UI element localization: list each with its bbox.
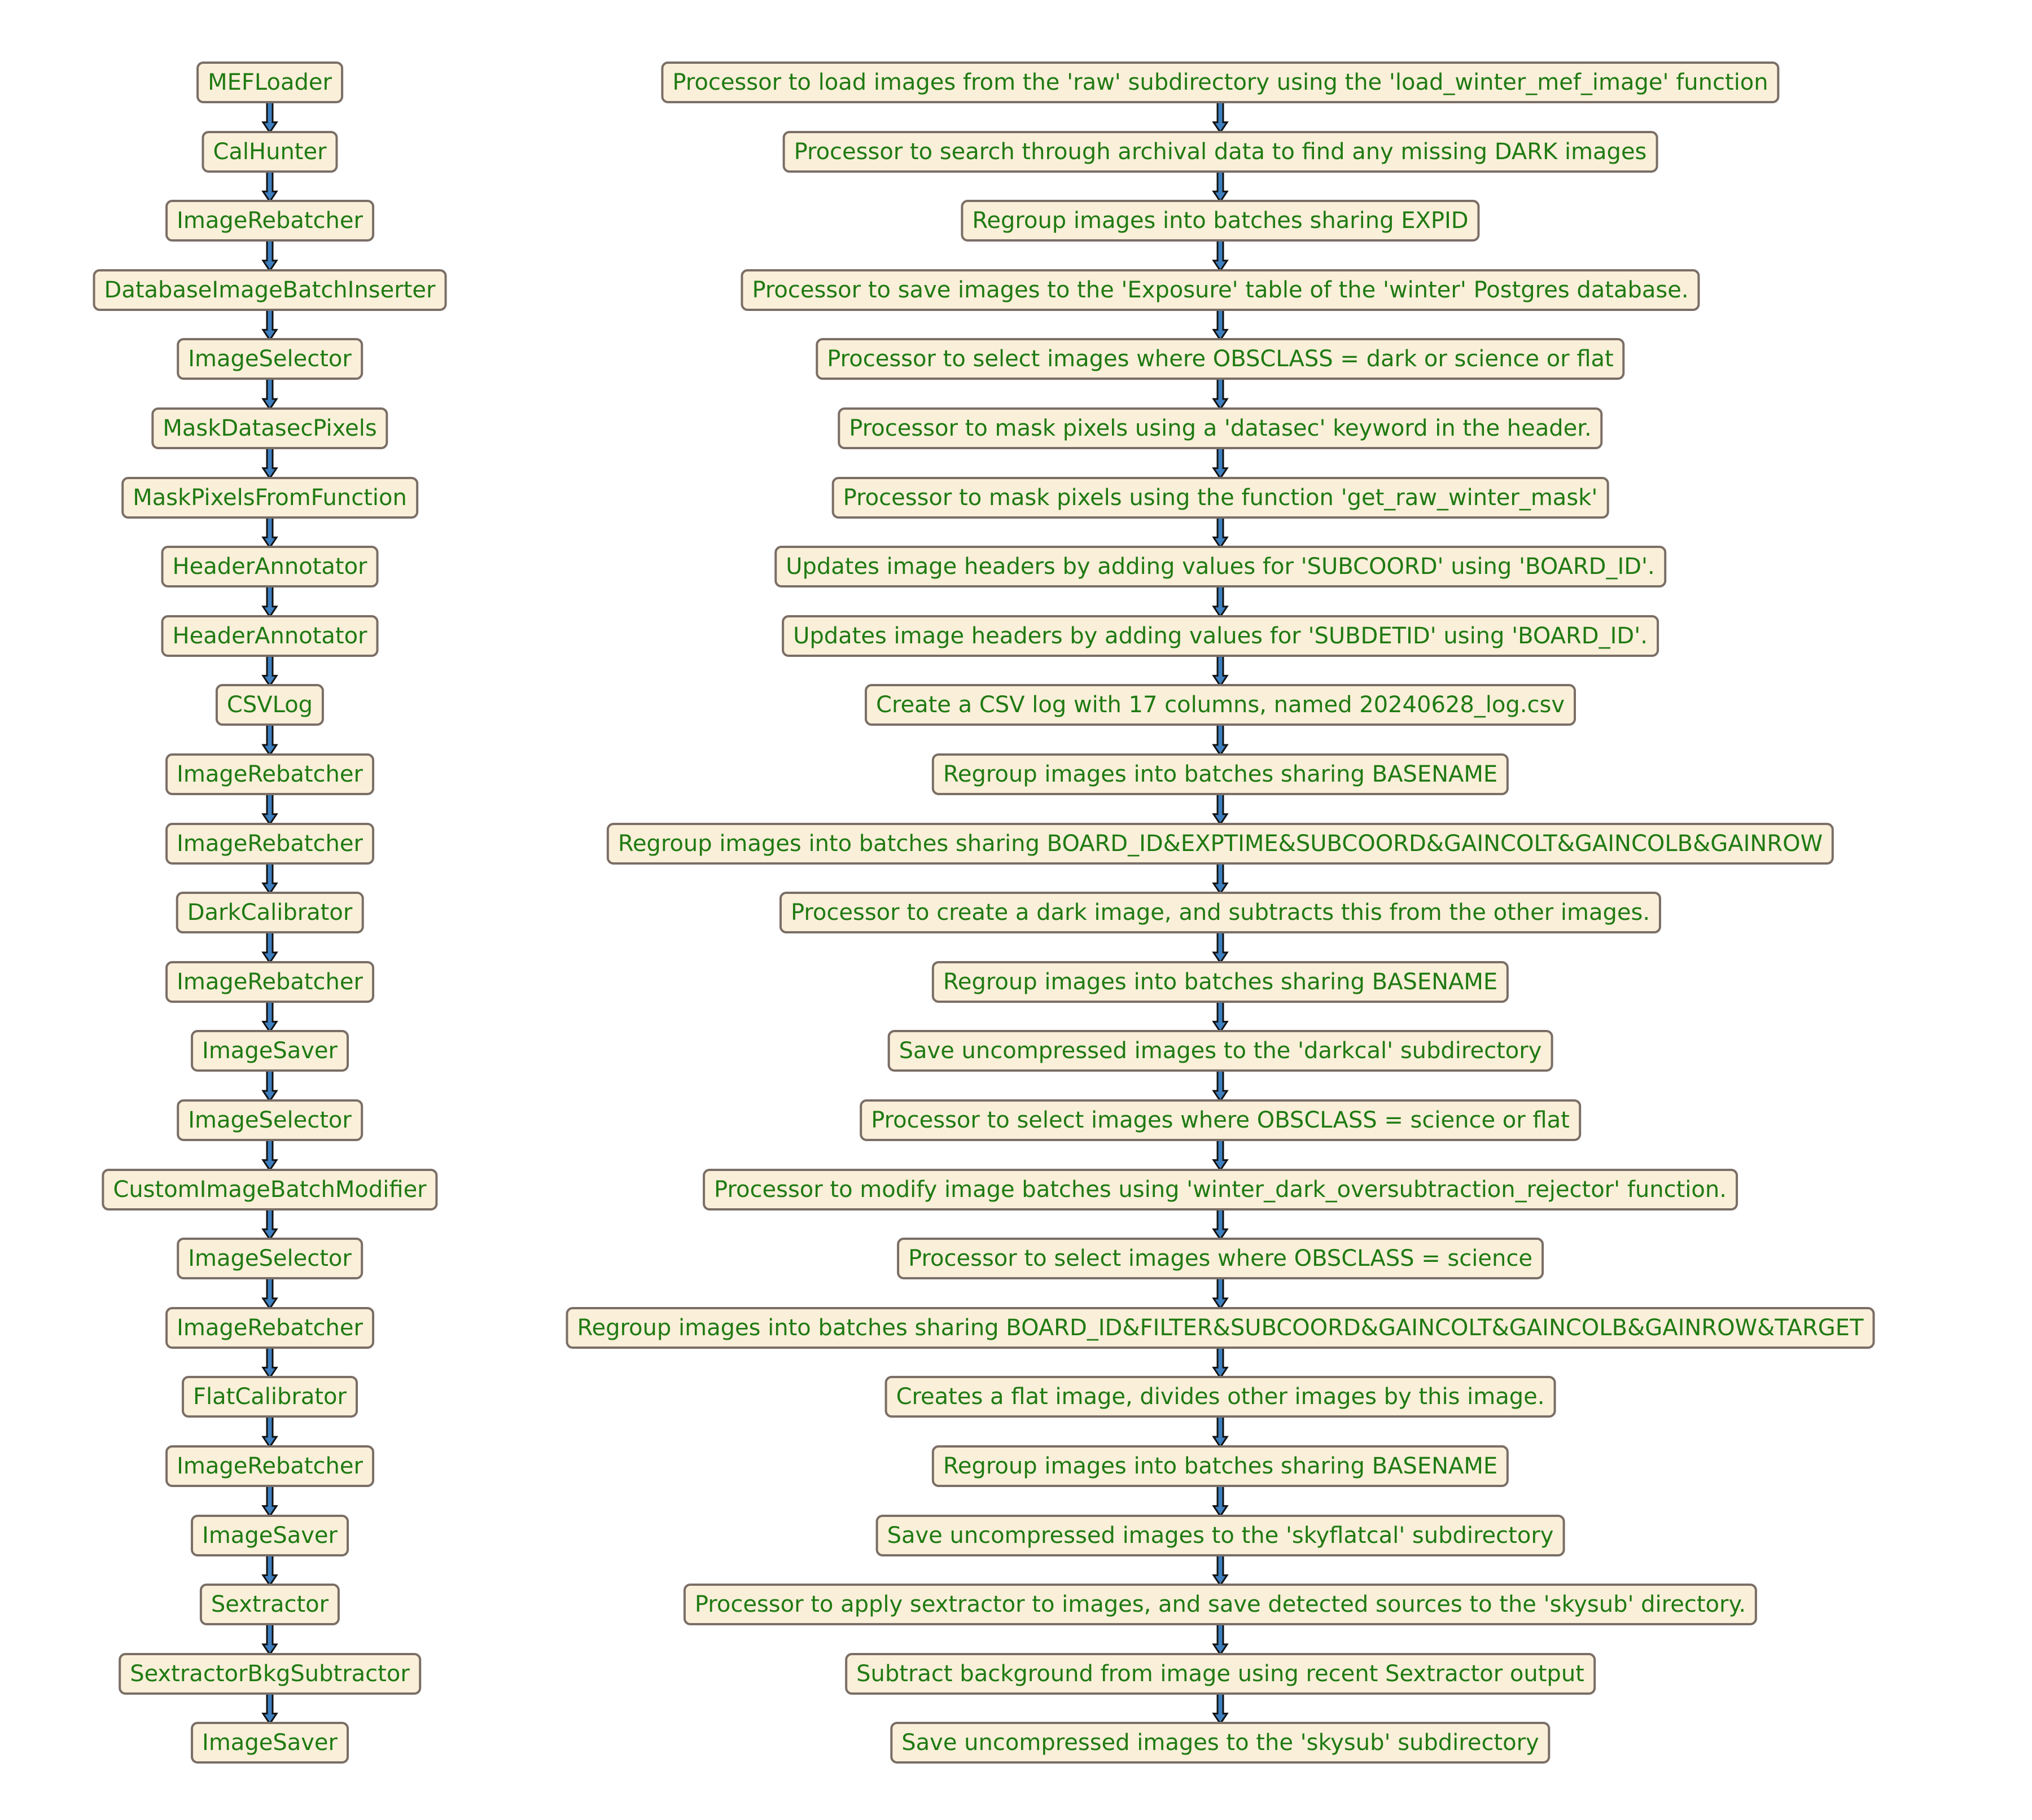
name-flow-arrow	[263, 1001, 277, 1032]
description-flow-arrow	[1214, 309, 1227, 340]
name-flow-arrow	[263, 1278, 277, 1309]
description-flow-arrow	[1214, 448, 1227, 479]
name-flow-arrow	[263, 1624, 277, 1655]
name-flow-arrow	[263, 932, 277, 963]
processor-description-box: Processor to mask pixels using the function 'get_raw_winter_mask'	[832, 477, 1609, 519]
description-flow-arrow	[1214, 1693, 1227, 1724]
description-flow-arrow	[1214, 724, 1227, 755]
name-flow-arrow	[263, 1555, 277, 1586]
processor-name-box: ImageSaver	[191, 1722, 349, 1764]
description-flow-arrow	[1214, 1485, 1227, 1516]
processor-name-box: ImageSaver	[191, 1030, 349, 1072]
name-flow-arrow	[263, 1070, 277, 1101]
name-flow-arrow	[263, 1416, 277, 1447]
processor-description-box: Processor to modify image batches using 'winter_dark_oversubtraction_rejector' function.	[703, 1169, 1738, 1211]
processor-name-box: ImageRebatcher	[165, 753, 374, 795]
description-flow-arrow	[1214, 1555, 1227, 1586]
name-flow-arrow	[263, 1209, 277, 1240]
description-flow-arrow	[1214, 171, 1227, 202]
processor-name-box: CustomImageBatchModifier	[102, 1169, 437, 1211]
processor-description-box: Processor to select images where OBSCLASS = science or flat	[860, 1099, 1581, 1141]
processor-name-box: ImageRebatcher	[165, 1445, 374, 1487]
processor-name-box: ImageRebatcher	[165, 1307, 374, 1349]
description-flow-arrow	[1214, 240, 1227, 271]
name-flow-arrow	[263, 655, 277, 686]
processor-description-box: Regroup images into batches sharing BASENAME	[932, 753, 1509, 795]
name-flow-arrow	[263, 724, 277, 755]
description-flow-arrow	[1214, 1347, 1227, 1378]
description-flow-arrow	[1214, 1001, 1227, 1032]
processor-description-box: Updates image headers by adding values for 'SUBCOORD' using 'BOARD_ID'.	[774, 546, 1666, 587]
name-flow-arrow	[263, 1693, 277, 1724]
name-flow-arrow	[263, 586, 277, 617]
processor-description-box: Regroup images into batches sharing BOARD_ID&FILTER&SUBCOORD&GAINCOLT&GAINCOLB&GAINROW&TARGET	[566, 1307, 1875, 1349]
processor-name-box: HeaderAnnotator	[161, 615, 379, 657]
processor-description-box: Processor to create a dark image, and subtracts this from the other images.	[779, 892, 1661, 933]
description-flow-arrow	[1214, 655, 1227, 686]
processor-description-box: Regroup images into batches sharing BASENAME	[932, 1445, 1509, 1487]
processor-description-box: Save uncompressed images to the 'skyflatcal' subdirectory	[876, 1515, 1565, 1556]
processor-description-box: Subtract background from image using recent Sextractor output	[845, 1653, 1596, 1695]
description-flow-arrow	[1214, 1209, 1227, 1240]
description-flow-arrow	[1214, 1416, 1227, 1447]
processor-name-box: SextractorBkgSubtractor	[119, 1653, 421, 1695]
processor-description-box: Processor to load images from the 'raw' subdirectory using the 'load_winter_mef_image' function	[661, 62, 1779, 103]
description-flow-arrow	[1214, 793, 1227, 825]
name-flow-arrow	[263, 1347, 277, 1378]
name-flow-arrow	[263, 378, 277, 409]
processor-description-box: Processor to select images where OBSCLASS = dark or science or flat	[816, 338, 1624, 380]
processor-name-box: DatabaseImageBatchInserter	[93, 269, 447, 311]
processor-description-box: Save uncompressed images to the 'skysub' subdirectory	[890, 1722, 1550, 1764]
name-flow-arrow	[263, 793, 277, 825]
processor-description-box: Regroup images into batches sharing EXPID	[961, 200, 1479, 242]
processor-name-box: MaskPixelsFromFunction	[121, 477, 418, 519]
processor-name-box: Sextractor	[200, 1584, 340, 1625]
name-flow-arrow	[263, 102, 277, 133]
processor-description-box: Creates a flat image, divides other images by this image.	[885, 1376, 1556, 1418]
processor-description-box: Processor to mask pixels using a 'datasec' keyword in the header.	[838, 407, 1602, 449]
description-flow-arrow	[1214, 863, 1227, 894]
processor-description-box: Regroup images into batches sharing BOARD_ID&EXPTIME&SUBCOORD&GAINCOLT&GAINCOLB&GAINROW	[607, 823, 1834, 865]
processor-name-box: CalHunter	[202, 131, 338, 173]
processor-description-box: Processor to search through archival data to find any missing DARK images	[783, 131, 1658, 173]
processor-name-box: ImageRebatcher	[165, 200, 374, 242]
processor-name-box: MaskDatasecPixels	[151, 407, 388, 449]
name-flow-arrow	[263, 1139, 277, 1170]
processor-name-box: CSVLog	[216, 684, 324, 726]
processor-description-box: Processor to save images to the 'Exposure' table of the 'winter' Postgres database.	[741, 269, 1700, 311]
processor-description-box: Processor to select images where OBSCLASS = science	[897, 1238, 1544, 1279]
description-flow-arrow	[1214, 1070, 1227, 1101]
processor-name-box: MEFLoader	[196, 62, 343, 103]
description-flow-arrow	[1214, 1278, 1227, 1309]
processor-name-box: HeaderAnnotator	[161, 546, 379, 587]
name-flow-arrow	[263, 309, 277, 340]
processor-description-box: Updates image headers by adding values for 'SUBDETID' using 'BOARD_ID'.	[782, 615, 1659, 657]
description-flow-arrow	[1214, 1139, 1227, 1170]
description-flow-arrow	[1214, 517, 1227, 548]
processor-description-box: Regroup images into batches sharing BASENAME	[932, 961, 1509, 1003]
processor-description-box: Save uncompressed images to the 'darkcal' subdirectory	[888, 1030, 1553, 1072]
name-flow-arrow	[263, 517, 277, 548]
processor-name-box: ImageSelector	[177, 1099, 363, 1141]
description-flow-arrow	[1214, 1624, 1227, 1655]
processor-name-box: ImageSaver	[191, 1515, 349, 1556]
processor-name-box: ImageRebatcher	[165, 823, 374, 865]
name-flow-arrow	[263, 448, 277, 479]
processor-name-box: FlatCalibrator	[182, 1376, 358, 1418]
name-flow-arrow	[263, 240, 277, 271]
description-flow-arrow	[1214, 378, 1227, 409]
description-flow-arrow	[1214, 932, 1227, 963]
description-flow-arrow	[1214, 586, 1227, 617]
name-flow-arrow	[263, 863, 277, 894]
processor-name-box: ImageSelector	[177, 1238, 363, 1279]
description-flow-arrow	[1214, 102, 1227, 133]
name-flow-arrow	[263, 171, 277, 202]
processor-name-box: ImageRebatcher	[165, 961, 374, 1003]
processor-name-box: ImageSelector	[177, 338, 363, 380]
processor-description-box: Create a CSV log with 17 columns, named 20240628_log.csv	[865, 684, 1576, 726]
name-flow-arrow	[263, 1485, 277, 1516]
processor-name-box: DarkCalibrator	[176, 892, 364, 933]
processor-description-box: Processor to apply sextractor to images, and save detected sources to the 'skysub' directory.	[684, 1584, 1757, 1625]
